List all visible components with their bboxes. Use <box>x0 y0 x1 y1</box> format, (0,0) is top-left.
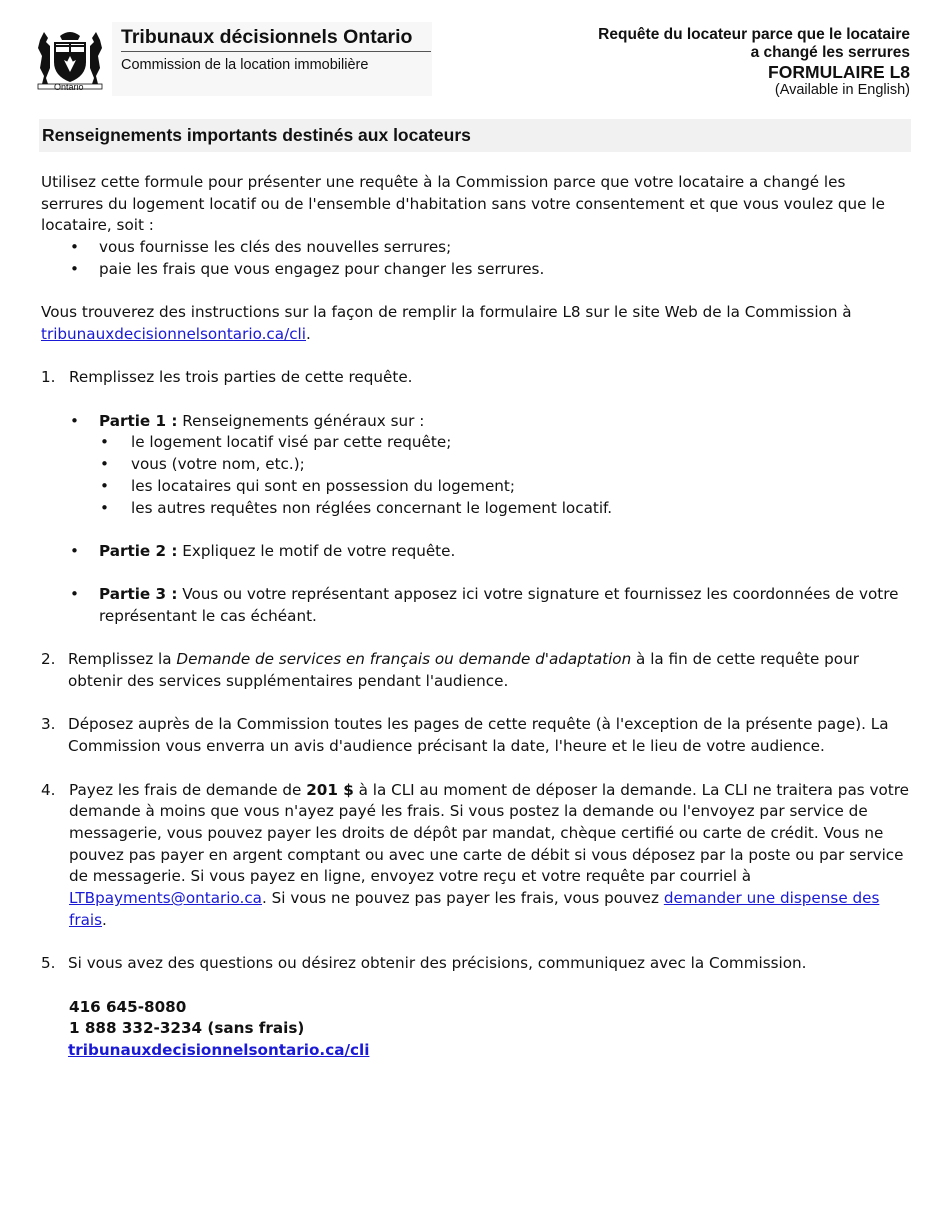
contact-block <box>41 997 911 1062</box>
part-1-label: Partie 1 : <box>99 411 178 430</box>
list-item: • les autres requêtes non réglées concernant le logement locatif. <box>99 498 911 520</box>
part-3-item <box>41 584 911 627</box>
step-5 <box>41 953 911 975</box>
intro-bullet-list <box>41 237 911 280</box>
part-3-text: Vous ou votre représentant apposez ici votre signature et fournissez les coordonnées de votre représentant le cas échéant. <box>99 585 899 625</box>
service-request-form-name: Demande de services en français ou demande d'adaptation <box>176 650 632 669</box>
fee-waiver-link[interactable]: demander une dispense des frais <box>69 889 880 929</box>
form-title-line-1: Requête du locateur parce que le locataire <box>598 26 910 43</box>
list-item: • les locataires qui sont en possession du logement; <box>99 476 911 498</box>
step-3 <box>41 714 911 757</box>
list-item: • vous fournisse les clés des nouvelles serrures; <box>41 237 911 259</box>
form-code: FORMULAIRE L8 <box>768 62 910 82</box>
section-title: Renseignements importants destinés aux locateurs <box>42 125 471 145</box>
contact-website-link[interactable]: tribunauxdecisionnelsontario.ca/cli <box>68 1040 370 1059</box>
step-number: 1. <box>41 368 56 387</box>
part-3-label: Partie 3 : <box>99 585 178 604</box>
available-in-english: (Available in English) <box>774 82 910 98</box>
step-number: 5. <box>41 954 56 973</box>
part-1-sublist <box>99 432 911 519</box>
part-1-item <box>41 411 911 520</box>
document-body <box>41 172 911 1062</box>
instructions-text: Vous trouverez des instructions sur la façon de remplir la formulaire L8 sur le site Web de la Commission à <box>41 303 852 322</box>
section-heading-bar <box>39 119 911 152</box>
step-1-text: Remplissez les trois parties de cette requête. <box>69 368 413 387</box>
logo-caption: Ontario <box>54 82 84 92</box>
filing-fee: 201 $ <box>306 780 354 799</box>
contact-phone: 416 645-8080 <box>69 997 187 1016</box>
step-2: 2. Remplissez la Demande de services en français ou demande d'adaptation à la fin de cette requête pour obtenir des services supplémentaires pendant l'audience. <box>41 650 859 691</box>
organization-subtitle: Commission de la location immobilière <box>121 57 369 73</box>
page-header <box>36 22 910 102</box>
contact-tollfree: 1 888 332-3234 (sans frais) <box>69 1019 305 1038</box>
form-title-line-2: a changé les serrures <box>750 44 910 61</box>
list-item: • paie les frais que vous engagez pour changer les serrures. <box>41 259 911 281</box>
part-2-item <box>41 541 911 563</box>
step-number: 3. <box>41 715 56 734</box>
parts-list <box>41 411 911 520</box>
step-1 <box>41 367 911 389</box>
step-5-text: Si vous avez des questions ou désirez obtenir des précisions, communiquez avec la Commission. <box>68 954 807 973</box>
list-item: • vous (votre nom, etc.); <box>99 454 911 476</box>
step-4: 4. Payez les frais de demande de 201 $ à la CLI au moment de déposer la demande. La CLI ne traitera pas votre demande à moins que vous n'ayez payé les frais. Si vous postez la demande ou l'envoyez par service de messagerie, vous pouvez payer les droits de dépôt par mandat, chèque certifié ou carte de crédit. Vous ne pouvez pas payer en argent comptant ou avec une carte de débit si vous déposez par la poste ou par service de messagerie. Si vous payez en ligne, envoyez votre reçu et votre requête par courriel à LTBpayments@ontario.ca. Si vous ne pouvez pas payer les frais, vous pouvez demander une dispense des frais. <box>41 780 909 929</box>
part-2-label: Partie 2 : <box>99 541 178 560</box>
organization-name: Tribunaux décisionnels Ontario <box>121 26 413 48</box>
instructions-link[interactable]: tribunauxdecisionnelsontario.ca/cli <box>41 324 306 343</box>
step-number: 4. <box>41 780 56 799</box>
part-2-text: Expliquez le motif de votre requête. <box>177 541 456 560</box>
list-item: • le logement locatif visé par cette requête; <box>99 432 911 454</box>
form-title-block <box>598 26 910 99</box>
step-3-text: Déposez auprès de la Commission toutes les pages de cette requête (à l'exception de la présente page). La Commission vous enverra un avis d'audience précisant la date, l'heure et le lieu de votre audience. <box>68 715 889 756</box>
organization-divider <box>121 51 431 52</box>
intro-paragraph: Utilisez cette formule pour présenter une requête à la Commission parce que votre locataire a changé les serrures du logement locatif ou de l'ensemble d'habitation sans votre consentement et que vous voulez que le locataire, soit : <box>41 173 885 235</box>
payments-email-link[interactable]: LTBpayments@ontario.ca <box>69 889 262 908</box>
organization-block <box>112 22 432 96</box>
instructions-paragraph: Vous trouverez des instructions sur la façon de remplir la formulaire L8 sur le site Web de la Commission à tribunauxdecisionnelsontario.ca/cli. <box>41 303 852 343</box>
part-1-text: Renseignements généraux sur : <box>177 411 425 430</box>
step-number: 2. <box>41 650 56 669</box>
